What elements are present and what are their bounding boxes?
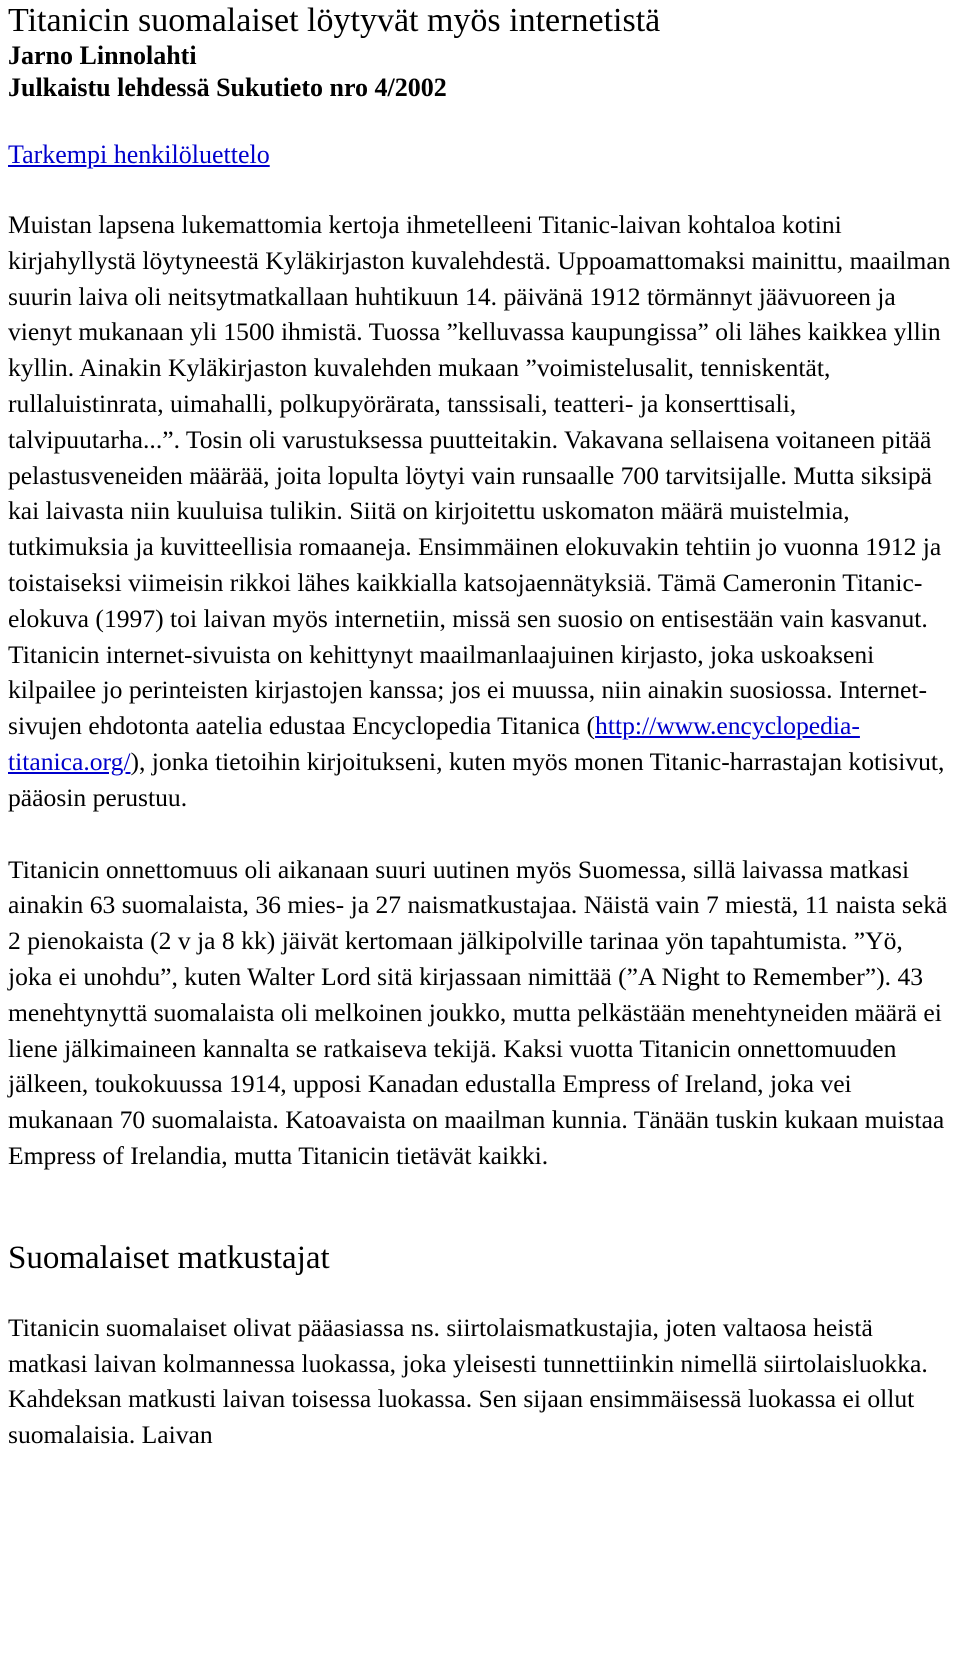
section-heading: Suomalaiset matkustajat [8, 1239, 330, 1276]
intro-text-before-link: Muistan lapsena lukemattomia kertoja ihmetelleeni Titanic-laivan kohtaloa kotini kirjahyllystä löytyneestä Kyläkirjaston kuvalehdestä. Uppoamattomaksi mainittu, maailman suurin laiva oli neitsytmatkallaan huhtikuun 14. päivänä 1912 törmännyt jäävuoreen ja vienyt mukanaan yli 1500 ihmistä. Tuossa ”kelluvassa kaupungissa” oli lähes kaikkea yllin kyllin. Ainakin Kyläkirjaston kuvalehden mukaan ”voimistelusalit, tenniskentät, rullaluistinrata, uimahalli, polkupyörärata, tanssisali, teatteri- ja konserttisali, talvipuutarha...”. Tosin oli varustuksessa puutteitakin. Vakavana sellaisena voitaneen pitää pelastusveneiden määrää, joita lopulta löytyi vain runsaalle 700 tarvitsijalle. Mutta siksipä kai laivasta niin kuuluisa tulikin. Siitä on kirjoitettu uskomaton määrä muistelmia, tutkimuksia ja kuvitteellisia romaaneja. Ensimmäinen elokuvakin tehtiin jo vuonna 1912 ja toistaiseksi viimeisin rikkoi lähes kaikkialla katsojaennätyksiä. Tämä Cameronin Titanic-elokuva (1997) toi laivan myös internetiin, missä sen suosio on entisestään vain kasvanut. Titanicin internet-sivuista on kehittynyt maailmanlaajuinen kirjasto, joka uskoakseni kilpailee jo perinteisten kirjastojen kanssa; jos ei muussa, niin ainakin suosiossa. Internet-sivujen ehdotonta aatelia edustaa Encyclopedia Titanica ( [8, 210, 951, 741]
detail-list-link[interactable]: Tarkempi henkilöluettelo [8, 140, 270, 169]
detail-link-row [8, 137, 952, 173]
intro-text-after-link: ), jonka tietoihin kirjoitukseni, kuten myös monen Titanic-harrastajan kotisivut, pääosin perustuu. [8, 746, 945, 812]
second-paragraph: Titanicin onnettomuus oli aikanaan suuri uutinen myös Suomessa, sillä laivassa matkasi ainakin 63 suomalaista, 36 mies- ja 27 naismatkustajaa. Näistä vain 7 miestä, 11 naista sekä 2 pienokaista (2 v ja 8 kk) jäivät kertomaan jälkipolville tarinaa yön tapahtumista. ”Yö, joka ei unohdu”, kuten Walter Lord sitä kirjassaan nimittää (”A Night to Remember”). 43 menehtynyttä suomalaista oli melkoinen joukko, mutta pelkästään menehtyneiden määrä ei liene jälkimaineen kannalta se ratkaiseva tekijä. Kaksi vuotta Titanicin onnettomuuden jälkeen, toukokuussa 1914, upposi Kanadan edustalla Empress of Ireland, joka vei mukanaan 70 suomalaista. Katoavaista on maailman kunnia. Tänään tuskin kukaan muistaa Empress of Irelandia, mutta Titanicin tietävät kaikki. [8, 854, 948, 1170]
article-title: Titanicin suomalaiset löytyvät myös internetistä [8, 2, 661, 39]
section-paragraph: Titanicin suomalaiset olivat pääasiassa ns. siirtolaismatkustajia, joten valtaosa heistä matkasi laivan kolmannessa luokassa, joka yleisesti tunnettiinkin nimellä siirtolaisluokka. Kahdeksan matkusti laivan toisessa luokassa. Sen sijaan ensimmäisessä luokassa ei ollut suomalaisia. Laivan [8, 1312, 928, 1450]
intro-paragraph [8, 207, 952, 816]
publication-info: Julkaistu lehdessä Sukutieto nro 4/2002 [8, 73, 447, 102]
encyclopedia-titanica-link[interactable]: http://www.encyclopedia-titanica.org/ [8, 711, 860, 776]
article-author: Jarno Linnolahti [8, 41, 197, 70]
